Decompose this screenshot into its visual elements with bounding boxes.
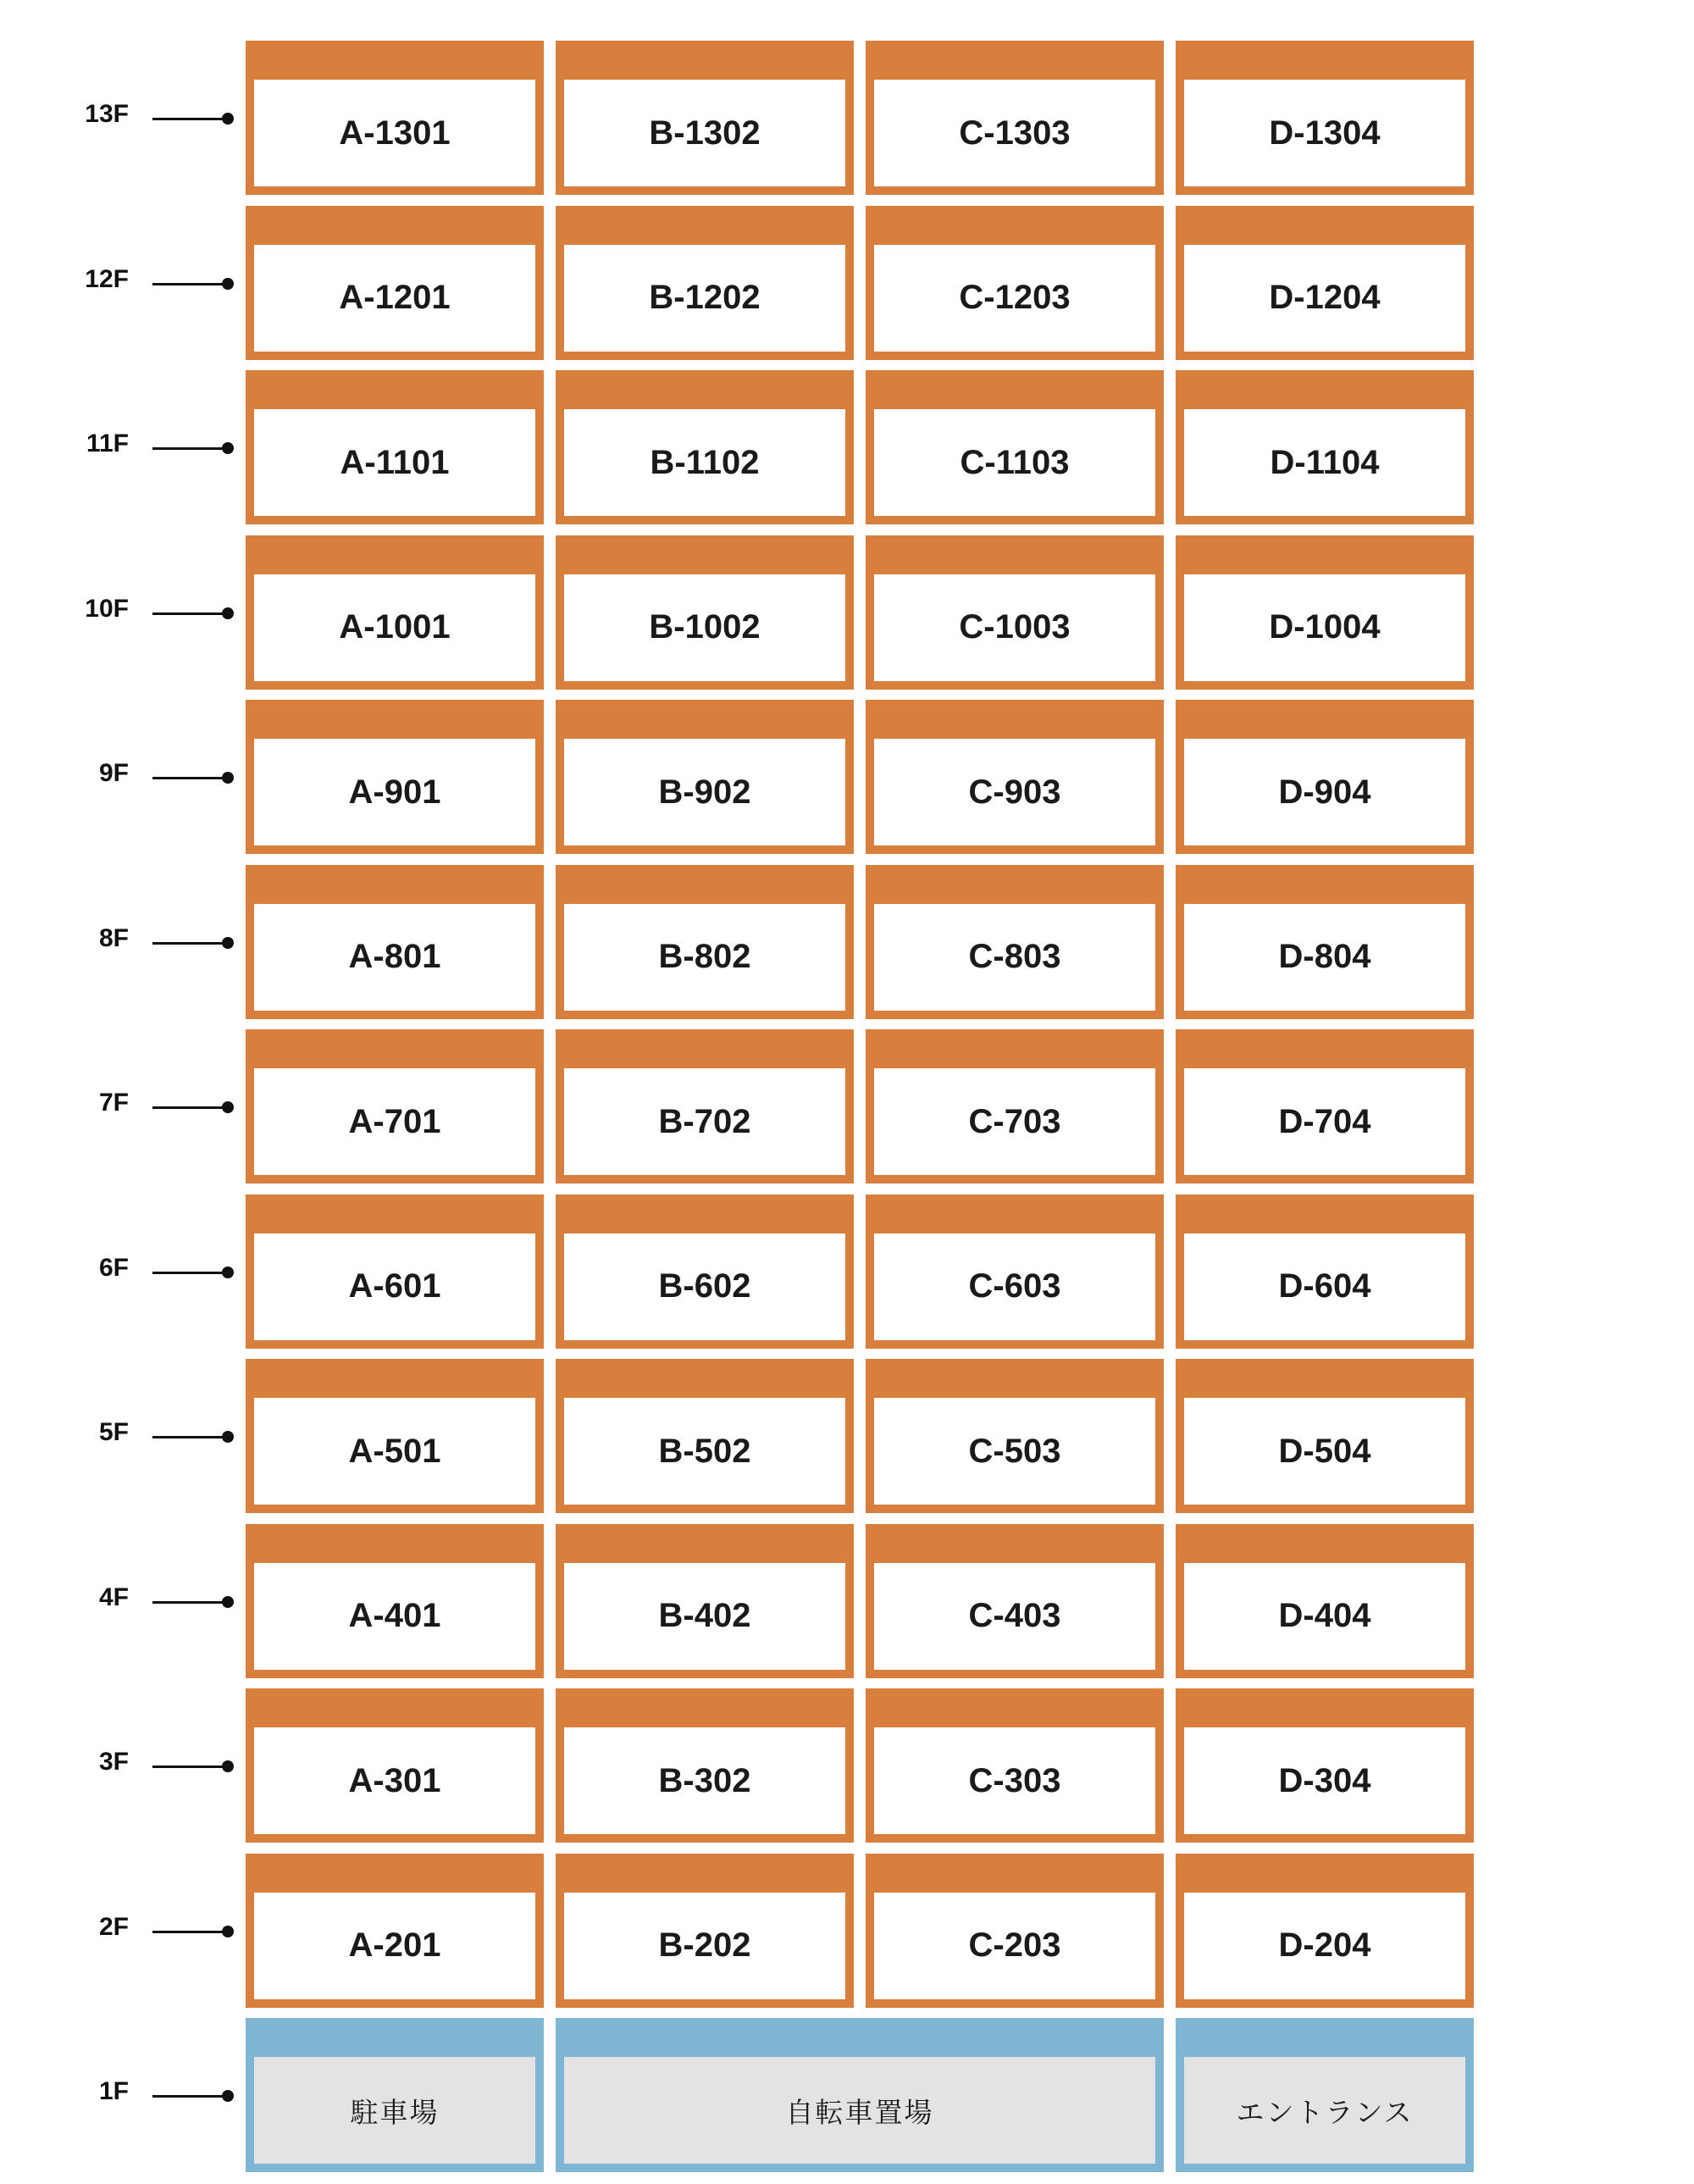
floor-connector-line <box>152 283 227 285</box>
unit-c-803 <box>866 865 1164 1019</box>
unit-a-401 <box>246 1524 544 1678</box>
floor-connector-dot <box>222 1926 234 1937</box>
unit-label: A-401 <box>254 1563 535 1670</box>
unit-a-1201 <box>246 206 544 360</box>
unit-label: B-702 <box>564 1068 845 1175</box>
unit-d-1104 <box>1176 370 1474 524</box>
unit-b-1102 <box>556 370 854 524</box>
unit-label: C-1003 <box>874 574 1155 681</box>
unit-label: C-803 <box>874 904 1155 1011</box>
unit-label: B-502 <box>564 1398 845 1505</box>
floor-connector-line <box>152 1601 227 1604</box>
unit-a-1101 <box>246 370 544 524</box>
floor-label-2f: 2F <box>98 1912 129 1941</box>
unit-label: C-503 <box>874 1398 1155 1505</box>
floor-connector-line <box>152 942 227 945</box>
unit-c-1003 <box>866 535 1164 690</box>
floor-connector-dot <box>222 1267 234 1278</box>
unit-d-504 <box>1176 1359 1474 1513</box>
unit-d-1004 <box>1176 535 1474 690</box>
unit-b-402 <box>556 1524 854 1678</box>
unit-label: D-704 <box>1184 1068 1465 1175</box>
unit-label: A-201 <box>254 1893 535 1999</box>
unit-label: A-1301 <box>254 80 535 186</box>
floor-label-7f: 7F <box>98 1089 129 1117</box>
unit-label: A-801 <box>254 904 535 1011</box>
unit-label: A-1201 <box>254 245 535 352</box>
floor-connector-dot <box>222 607 234 619</box>
unit-label: C-1303 <box>874 80 1155 186</box>
unit-label: A-1001 <box>254 574 535 681</box>
unit-b-602 <box>556 1195 854 1349</box>
unit-d-204 <box>1176 1854 1474 2008</box>
floor-connector-line <box>152 1765 227 1768</box>
unit-label: C-603 <box>874 1233 1155 1340</box>
unit-b-302 <box>556 1688 854 1843</box>
floor-connector-line <box>152 1931 227 1933</box>
unit-label: D-904 <box>1184 739 1465 845</box>
unit-label: C-703 <box>874 1068 1155 1175</box>
floor-connector-dot <box>222 1101 234 1113</box>
unit-label: D-404 <box>1184 1563 1465 1670</box>
floor-connector-dot <box>222 937 234 949</box>
floor-label-10f: 10F <box>85 594 129 623</box>
unit-label: A-1101 <box>254 409 535 516</box>
unit-label: C-203 <box>874 1893 1155 1999</box>
floor-label-5f: 5F <box>98 1418 129 1446</box>
unit-c-703 <box>866 1029 1164 1183</box>
unit-label: B-802 <box>564 904 845 1011</box>
unit-label: B-302 <box>564 1727 845 1834</box>
unit-a-601 <box>246 1195 544 1349</box>
parking-area <box>246 2018 544 2172</box>
unit-label: D-604 <box>1184 1233 1465 1340</box>
floor-label-11f: 11F <box>86 430 129 457</box>
unit-d-1304 <box>1176 41 1474 195</box>
floor-label-4f: 4F <box>98 1583 129 1611</box>
unit-b-902 <box>556 700 854 854</box>
unit-a-501 <box>246 1359 544 1513</box>
unit-a-301 <box>246 1688 544 1843</box>
unit-d-404 <box>1176 1524 1474 1678</box>
floor-connector-line <box>152 777 227 779</box>
floor-label-8f: 8F <box>98 923 129 952</box>
floor-connector-dot <box>222 278 234 290</box>
unit-label: B-902 <box>564 739 845 845</box>
unit-label: A-901 <box>254 739 535 845</box>
unit-label: B-602 <box>564 1233 845 1340</box>
unit-c-303 <box>866 1688 1164 1843</box>
floor-label-9f: 9F <box>98 759 129 787</box>
floor-connector-dot <box>222 772 234 784</box>
floor-connector-line <box>152 1436 227 1438</box>
floor-label-1f: 1F <box>98 2077 129 2105</box>
unit-label: B-1202 <box>564 245 845 352</box>
unit-label: B-1302 <box>564 80 845 186</box>
floor-connector-dot <box>222 442 234 454</box>
unit-c-903 <box>866 700 1164 854</box>
unit-label: B-1102 <box>564 409 845 516</box>
unit-b-702 <box>556 1029 854 1183</box>
unit-label: A-701 <box>254 1068 535 1175</box>
floor-connector-dot <box>222 1760 234 1772</box>
unit-label: D-1004 <box>1184 574 1465 681</box>
unit-b-1302 <box>556 41 854 195</box>
unit-a-1001 <box>246 535 544 690</box>
floor-label-3f: 3F <box>98 1748 129 1776</box>
unit-label: D-504 <box>1184 1398 1465 1505</box>
unit-b-1002 <box>556 535 854 690</box>
unit-b-802 <box>556 865 854 1019</box>
unit-c-403 <box>866 1524 1164 1678</box>
unit-c-1103 <box>866 370 1164 524</box>
unit-c-1303 <box>866 41 1164 195</box>
floor-connector-dot <box>222 1431 234 1443</box>
unit-c-503 <box>866 1359 1164 1513</box>
unit-a-701 <box>246 1029 544 1183</box>
unit-d-304 <box>1176 1688 1474 1843</box>
unit-label: C-1103 <box>874 409 1155 516</box>
unit-c-603 <box>866 1195 1164 1349</box>
unit-label: 駐車場 <box>254 2057 535 2164</box>
unit-d-904 <box>1176 700 1474 854</box>
unit-label: エントランス <box>1184 2057 1465 2164</box>
floor-label-13f: 13F <box>85 100 129 128</box>
unit-d-604 <box>1176 1195 1474 1349</box>
unit-a-1301 <box>246 41 544 195</box>
unit-label: C-1203 <box>874 245 1155 352</box>
unit-label: D-1104 <box>1184 409 1465 516</box>
floor-connector-line <box>152 447 227 450</box>
bicycle-parking-area <box>556 2018 1164 2172</box>
unit-label: 自転車置場 <box>564 2057 1155 2164</box>
unit-label: A-501 <box>254 1398 535 1505</box>
unit-b-502 <box>556 1359 854 1513</box>
entrance-area <box>1176 2018 1474 2172</box>
unit-label: D-1204 <box>1184 245 1465 352</box>
unit-b-1202 <box>556 206 854 360</box>
unit-label: C-303 <box>874 1727 1155 1834</box>
floor-label-6f: 6F <box>98 1253 129 1282</box>
unit-d-1204 <box>1176 206 1474 360</box>
unit-label: C-403 <box>874 1563 1155 1670</box>
floor-connector-line <box>152 1272 227 1274</box>
unit-d-704 <box>1176 1029 1474 1183</box>
unit-b-202 <box>556 1854 854 2008</box>
floor-connector-line <box>152 613 227 615</box>
unit-d-804 <box>1176 865 1474 1019</box>
unit-label: D-804 <box>1184 904 1465 1011</box>
unit-a-801 <box>246 865 544 1019</box>
unit-a-901 <box>246 700 544 854</box>
floor-connector-line <box>152 2095 227 2098</box>
unit-label: D-1304 <box>1184 80 1465 186</box>
floor-label-12f: 12F <box>85 264 129 293</box>
unit-label: A-301 <box>254 1727 535 1834</box>
unit-label: D-204 <box>1184 1893 1465 1999</box>
floor-connector-dot <box>222 1596 234 1608</box>
unit-c-1203 <box>866 206 1164 360</box>
floor-connector-line <box>152 1106 227 1109</box>
unit-label: B-402 <box>564 1563 845 1670</box>
unit-label: B-1002 <box>564 574 845 681</box>
unit-label: C-903 <box>874 739 1155 845</box>
floor-connector-dot <box>222 113 234 125</box>
floor-connector-line <box>152 118 227 120</box>
unit-a-201 <box>246 1854 544 2008</box>
floor-connector-dot <box>222 2090 234 2102</box>
unit-c-203 <box>866 1854 1164 2008</box>
unit-label: B-202 <box>564 1893 845 1999</box>
unit-label: A-601 <box>254 1233 535 1340</box>
unit-label: D-304 <box>1184 1727 1465 1834</box>
